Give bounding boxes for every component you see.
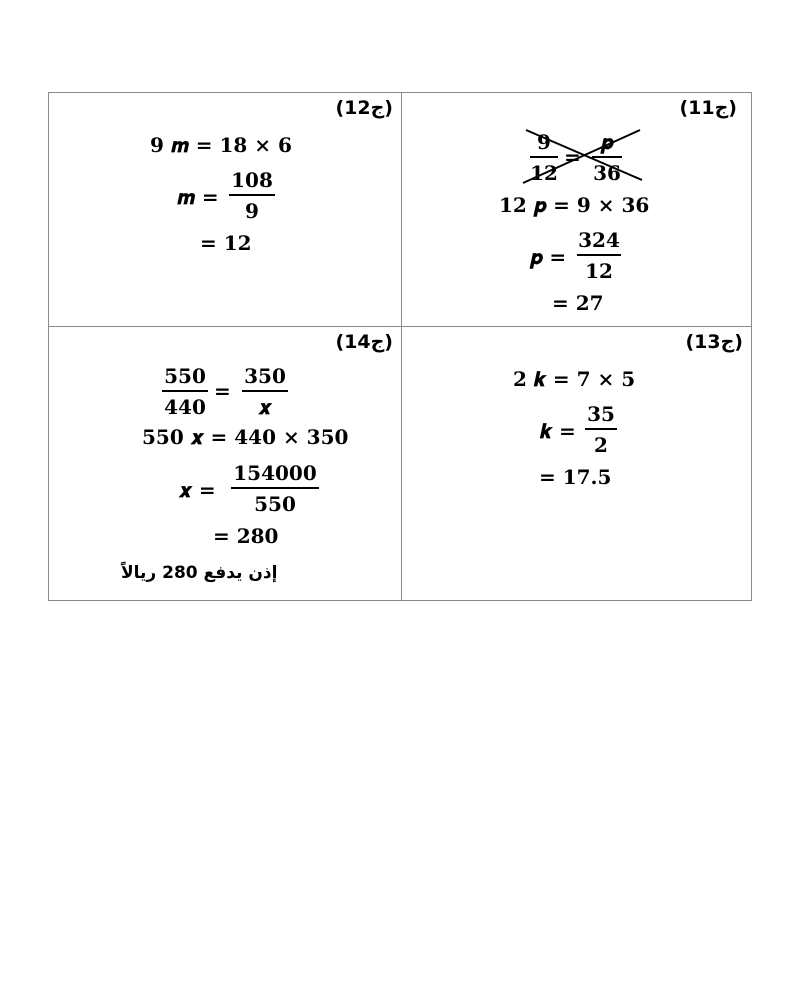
q14-lhs: 𝒙 = bbox=[179, 478, 216, 502]
cell-q11 bbox=[402, 93, 751, 327]
q14-numerator: 154000 bbox=[233, 461, 317, 485]
q12-numerator: 108 bbox=[231, 168, 273, 192]
q11-line4: = 27 bbox=[552, 291, 604, 315]
q14-label: (ج14) bbox=[335, 331, 393, 353]
q14-f1-denominator: 440 bbox=[164, 395, 206, 419]
fraction-bar bbox=[242, 390, 288, 392]
q13-denominator: 2 bbox=[594, 433, 608, 457]
q14-equals: = bbox=[214, 379, 231, 403]
cell-q13 bbox=[402, 327, 751, 600]
q14-fraction-left bbox=[162, 363, 208, 420]
q11-equals: = bbox=[564, 145, 581, 169]
q14-denominator: 550 bbox=[254, 492, 296, 516]
q11-label: (ج11) bbox=[679, 97, 737, 119]
q12-fraction bbox=[229, 167, 275, 224]
fraction-bar bbox=[229, 194, 275, 196]
cell-q14 bbox=[49, 327, 402, 600]
q14-answer: إذن يدفع 280 ريالاً bbox=[121, 563, 278, 583]
fraction-bar bbox=[592, 156, 622, 158]
q12-denominator: 9 bbox=[245, 199, 259, 223]
q13-label: (ج13) bbox=[685, 331, 743, 353]
cell-q12 bbox=[49, 93, 402, 327]
fraction-bar bbox=[231, 487, 319, 489]
q11-f1-denominator: 12 bbox=[530, 161, 558, 185]
q13-line3: = 17.5 bbox=[539, 465, 612, 489]
q12-label: (ج12) bbox=[335, 97, 393, 119]
solutions-grid bbox=[48, 92, 752, 601]
fraction-bar bbox=[530, 156, 558, 158]
q14-line2: 550 𝒙 = 440 × 350 bbox=[142, 425, 349, 449]
q11-denominator: 12 bbox=[585, 259, 613, 283]
q11-fraction bbox=[577, 227, 621, 284]
q11-lhs: 𝒑 = bbox=[530, 245, 567, 269]
fraction-bar bbox=[577, 254, 621, 256]
q11-numerator: 324 bbox=[578, 228, 620, 252]
q14-f1-numerator: 550 bbox=[164, 364, 206, 388]
fraction-bar bbox=[585, 428, 617, 430]
q12-line1: 9 𝒎 = 18 × 6 bbox=[150, 133, 292, 157]
q12-lhs: 𝒎 = bbox=[177, 185, 219, 209]
q12-line3: = 12 bbox=[200, 231, 252, 255]
q14-f2-denominator: 𝒙 bbox=[258, 395, 272, 419]
q13-lhs: 𝒌 = bbox=[540, 419, 576, 443]
q13-fraction bbox=[585, 401, 617, 458]
q11-f2-numerator: 𝒑 bbox=[600, 130, 614, 154]
q11-line2: 12 𝒑 = 9 × 36 bbox=[499, 193, 650, 217]
q11-fraction-left bbox=[530, 129, 558, 186]
q11-fraction-right bbox=[592, 129, 622, 186]
fraction-bar bbox=[162, 390, 208, 392]
q14-fraction-right bbox=[242, 363, 288, 420]
q14-line4: = 280 bbox=[213, 524, 279, 548]
q13-numerator: 35 bbox=[587, 402, 615, 426]
q11-f1-numerator: 9 bbox=[537, 130, 551, 154]
q14-f2-numerator: 350 bbox=[244, 364, 286, 388]
q11-f2-denominator: 36 bbox=[593, 161, 621, 185]
q14-fraction bbox=[231, 460, 319, 517]
q13-line1: 2 𝒌 = 7 × 5 bbox=[513, 367, 636, 391]
